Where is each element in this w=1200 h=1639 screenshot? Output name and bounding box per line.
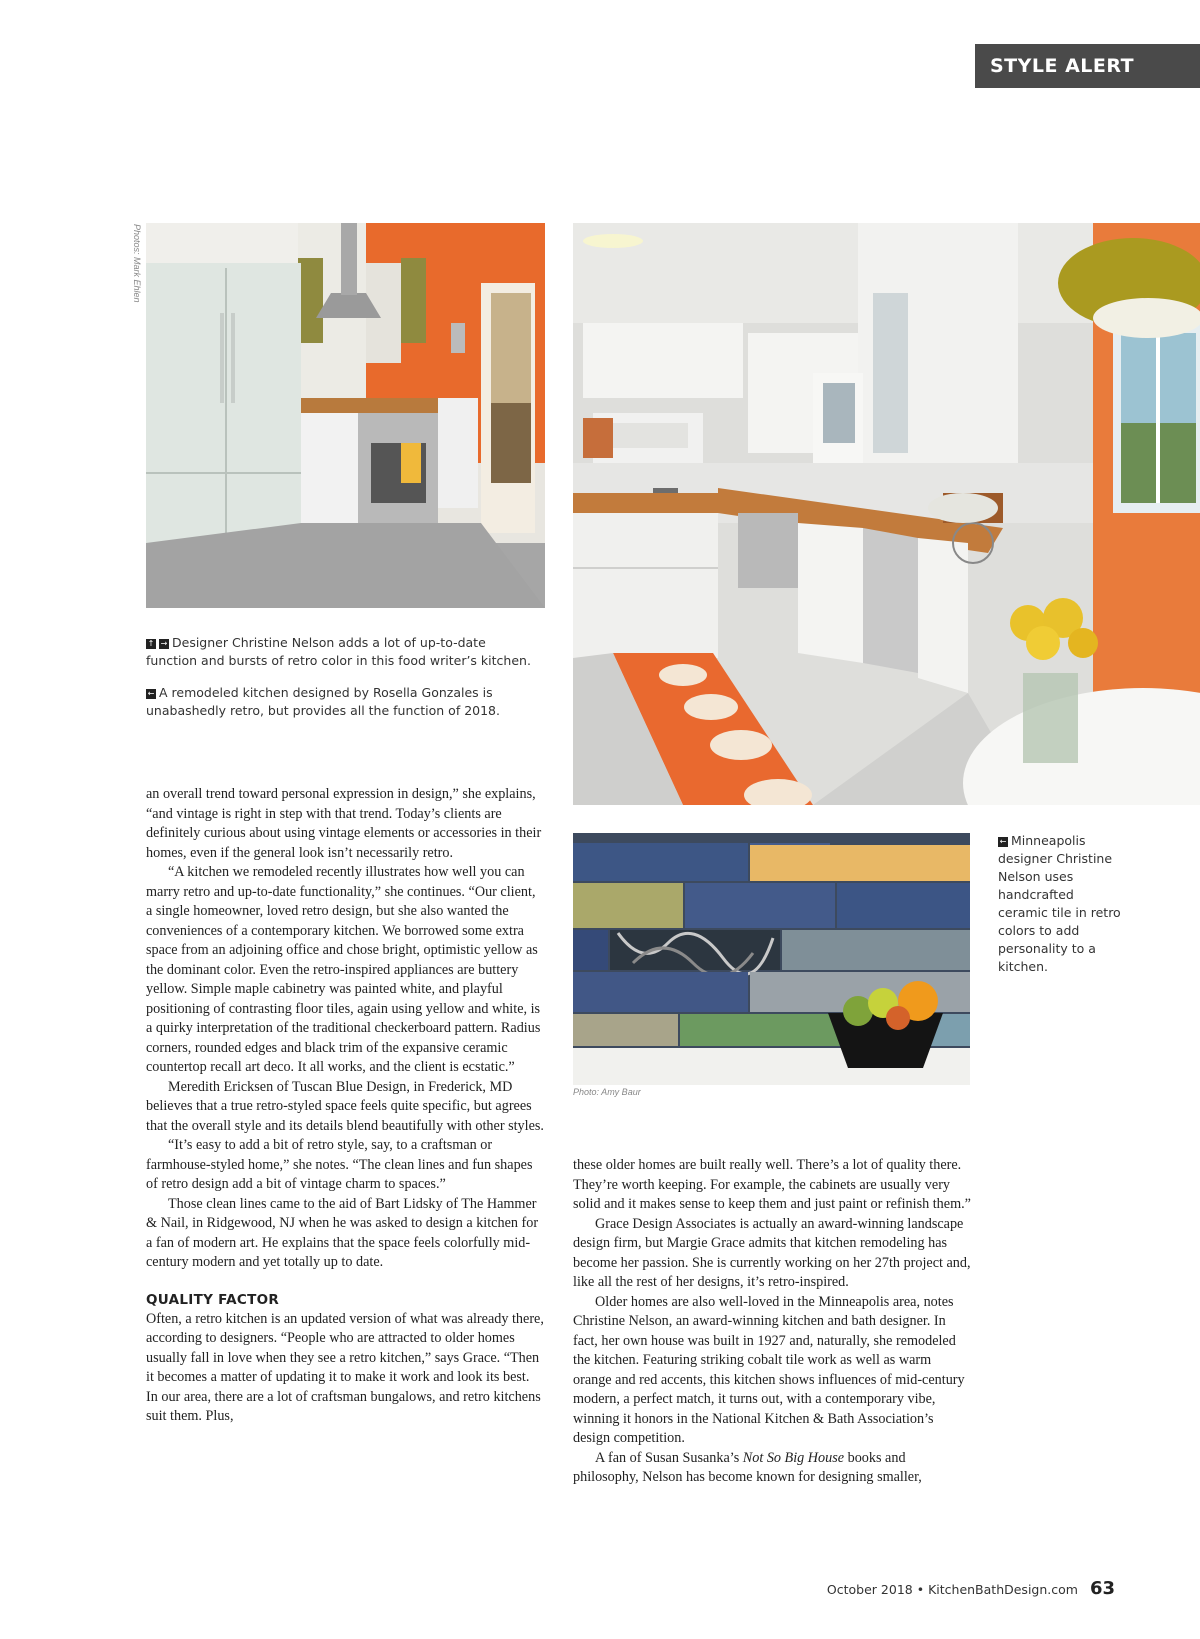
issue-date: October 2018 [826, 1582, 913, 1597]
page-footer [700, 1578, 1115, 1599]
paragraph: “A kitchen we remodeled recently illustrates how well you can marry retro and up-to-date functionality,” she continues. “Our client, a single homeowner, loved retro design, but she also wanted the conveniences of a contemporary kitchen. We borrowed some extra space from an adjoining office and chose bright, optimistic yellow as the dominant color. Even the retro-inspired appliances are buttery yellow. Simple maple cabinetry was painted white, and playful positioning of contrasting floor tiles, again using yellow and white, is a quirky interpretation of the traditional checkerboard pattern. Radius corners, rounded edges and black trim of the expansive ceramic countertop recall art deco. It all works, and the client is ecstatic.” [146, 864, 541, 1075]
paragraph: Older homes are also well-loved in the Minneapolis area, notes Christine Nelson, an award-winning kitchen and bath designer. In fact, her own house was built in 1927 and, naturally, she remodeled the kitchen. Featuring striking cobalt tile work as well as warm orange and red accents, this kitchen shows influences of mid-century modern, a perfect match, it turns out, with a contemporary vibe, winning it honors in the National Kitchen & Bath Association’s design competition. [573, 1293, 965, 1446]
arrow-left-icon: ← [999, 836, 1007, 846]
tile-backsplash-photo [573, 833, 970, 1085]
caption-2 [146, 684, 538, 720]
paragraph: Meredith Ericksen of Tuscan Blue Design, in Frederick, MD believes that a true retro-styled space feels quite specific, but agrees that the overall style and its details blend beautifully with other styles. [146, 1078, 544, 1134]
arrow-up-icon: ↑ [147, 638, 155, 648]
text: A fan of Susan Susanka’s [595, 1449, 743, 1466]
article-column-1 [146, 785, 544, 1427]
article-column-2 [573, 1156, 971, 1488]
caption-3-text: Minneapolis designer Christine Nelson uses handcrafted ceramic tile in retro colors to add personality to a kitchen. [998, 833, 1121, 974]
kitchen-photo-white-fridge [146, 223, 545, 608]
paragraph: an overall trend toward personal expression in design,” she explains, “and vintage is right in step with that trend. Today’s clients are definitely curious about using vintage elements or accessories in their homes, even if the general look isn’t necessarily retro. [146, 786, 542, 861]
tile-photo-credit: Photo: Amy Baur [573, 1087, 641, 1097]
arrow-left-icon: ← [147, 688, 155, 698]
section-heading: QUALITY FACTOR [146, 1291, 280, 1308]
caption-2-text: A remodeled kitchen designed by Rosella Gonzales is unabashedly retro, but provides all the function of 2018. [146, 685, 500, 718]
paragraph: “It’s easy to add a bit of retro style, say, to a craftsman or farmhouse-styled home,” she notes. “The clean lines and fun shapes of retro design add a bit of vintage charm to spaces.” [146, 1137, 533, 1192]
paragraph: Grace Design Associates is actually an award-winning landscape design firm, but Margie Grace admits that kitchen remodeling has become her passion. She is currently working on her 27th project and, like all the rest of her designs, it’s retro-inspired. [573, 1215, 971, 1290]
photo-credit-vertical: Photos: Mark Ehlen [132, 224, 142, 303]
text: books and philosophy, Nelson has become known for designing smaller, [573, 1449, 922, 1485]
paragraph: Those clean lines came to the aid of Bart Lidsky of The Hammer & Nail, in Ridgewood, NJ when he was asked to design a kitchen for a fan of modern art. He explains that the space feels colorfully mid-century modern and yet totally up to date. [146, 1195, 539, 1270]
caption-1-text: Designer Christine Nelson adds a lot of up-to-date function and bursts of retro color in this food writer’s kitchen. [146, 635, 531, 668]
footer-bullet: • [916, 1582, 925, 1597]
paragraph: Often, a retro kitchen is an updated version of what was already there, according to designers. “People who are attracted to older homes usually fall in love when they see a retro kitchen,” says Grace. “Then it becomes a matter of updating it to make it work and look its best. In our area, there are a lot of craftsman bungalows, and retro kitchens suit them. Plus, [146, 1310, 544, 1424]
caption-3 [998, 832, 1126, 976]
section-badge: STYLE ALERT [975, 44, 1200, 88]
kitchen-photo-orange-rug [573, 223, 1200, 805]
paragraph: these older homes are built really well. There’s a lot of quality there. They’re worth keeping. For example, the cabinets are usually very solid and it makes sense to keep them and just paint or refinish them.” [573, 1157, 971, 1212]
paragraph [573, 1449, 971, 1488]
arrow-right-icon: → [160, 638, 168, 648]
page-number: 63 [1089, 1578, 1115, 1599]
caption-1 [146, 634, 538, 670]
book-title: Not So Big House [742, 1449, 845, 1466]
website: KitchenBathDesign.com [928, 1582, 1078, 1597]
